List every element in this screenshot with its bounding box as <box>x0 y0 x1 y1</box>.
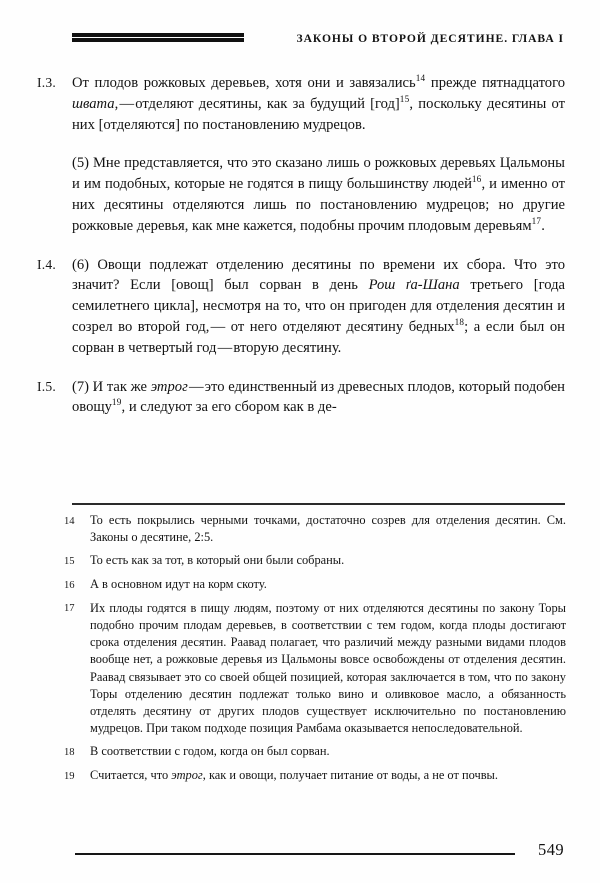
footnote-text: То есть покрылись черными точками, достаточно созрев для отделения десятин. См. Законы о десятине, 2:5. <box>90 513 566 545</box>
footnote-item <box>64 743 566 761</box>
footnote-number: 16 <box>64 579 75 591</box>
footnote-number: 17 <box>64 603 75 615</box>
body-paragraph <box>37 153 565 236</box>
paragraph-text: (7) И так же этрог — это единственный из древесных плодов, который подобен овощу$^{19}$, и следуют за его сбором как в де- <box>72 378 565 416</box>
footnotes-section <box>64 512 566 791</box>
footnote-number: 15 <box>64 555 75 567</box>
page-footer <box>72 842 564 859</box>
main-text-column <box>37 73 565 436</box>
paragraph-number: I.3. <box>37 75 56 90</box>
footnote-item <box>64 512 566 546</box>
footnote-text: То есть как за тот, в который они были собраны. <box>90 553 345 568</box>
footnote-item <box>64 767 566 785</box>
paragraph-text: (6) Овощи подлежат отделению десятины по времени их сбора. Что это значит? Если [овощ] был сорван в день Рош ґа-Шана третьего [года семилетнего цикла], несмотря на то, что он пригоден для отделения десятин и созрел во второй год, — от него отделяют десятину бедных$^{18}$; а если был он сорван в четвертый год — вторую десятину. <box>72 256 565 356</box>
footnote-item <box>64 552 566 570</box>
footnote-item <box>64 576 566 594</box>
footnote-text: А в основном идут на корм скоту. <box>90 577 267 592</box>
footnote-text: Их плоды годятся в пищу людям, поэтому от них отделяются десятины по закону Торы подобно прочим плодам деревьев, в соответствии с тем годом, когда плоды достигают срока отделения десятин. Раавад полагает, что различий между разными видами плодов вообще нет, а рожковые деревья из Цальмоны вовсе освобождены от отделения десятин. Раавад связывает это со своей общей позицией, которая заключается в том, что по закону Торы отделению десятин подлежат только вино и оливковое масло, а обязанность отделять десятину от других плодов существует исключительно по постановлению мудрецов. При таком подходе позиция Рамбама оказывается непоследовательной. <box>90 600 566 736</box>
paragraph-text: (5) Мне представляется, что это сказано лишь о рожковых деревьях Цальмоны и им подобных, которые не годятся в пищу большинству людей$^{16}$, и именно от них десятины отделяются лишь по постановлению мудрецов; но другие рожковые деревья, как мне кажется, подобны прочим плодовым деревьям$^{17}$. <box>72 155 565 234</box>
body-paragraph <box>37 73 565 135</box>
paragraph-number: I.4. <box>37 256 56 272</box>
body-paragraph <box>37 255 565 359</box>
paragraph-text: От плодов рожковых деревьев, хотя они и завязались$^{14}$ прежде пятнадцатого швата, — отделяют десятины, как за будущий [год]$^{15}$, поскольку десятины от них [отделяются] по постановлению мудрецов. <box>72 73 565 133</box>
body-paragraph <box>37 377 565 419</box>
folio-rule <box>75 853 515 855</box>
running-head-rule <box>72 33 244 37</box>
footnote-separator-rule <box>72 503 565 505</box>
running-head-title: ЗАКОНЫ О ВТОРОЙ ДЕСЯТИНЕ. ГЛАВА I <box>296 32 564 46</box>
footnote-number: 14 <box>64 515 75 527</box>
footnote-number: 18 <box>64 746 75 758</box>
running-head <box>72 28 564 50</box>
footnote-text: В соответствии с годом, когда он был сорван. <box>90 744 330 759</box>
footnote-item <box>64 600 566 738</box>
footnote-text: Считается, что этрог, как и овощи, получает питание от воды, а не от почвы. <box>90 768 498 783</box>
footnote-number: 19 <box>64 770 75 782</box>
paragraph-number: I.5. <box>37 378 56 394</box>
page-number: 549 <box>538 840 564 859</box>
